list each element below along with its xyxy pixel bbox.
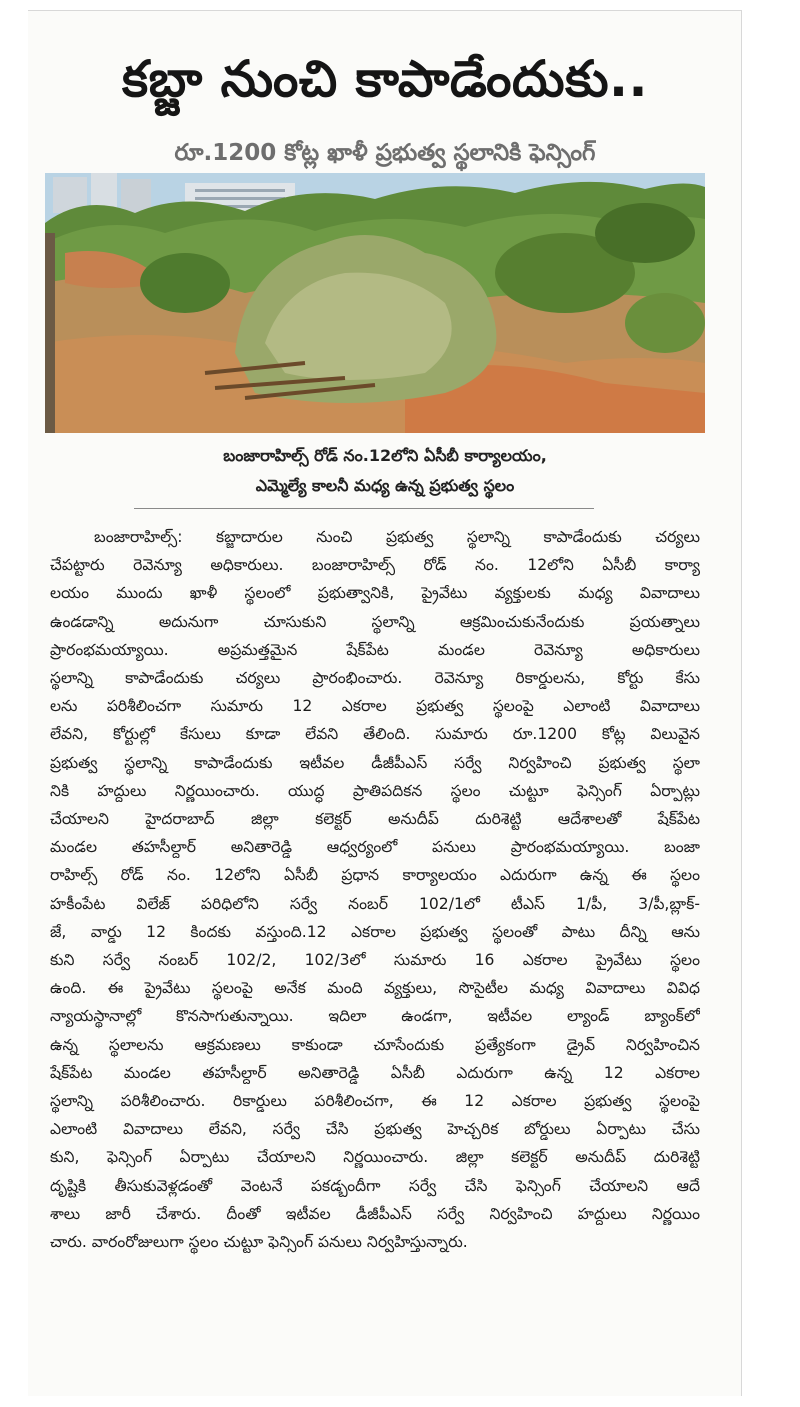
article-line: కుని, ఫెన్సింగ్ ఏర్పాటు చేయాలని నిర్ణయించారు. జిల్లా కలెక్టర్ అనుదీప్ దురిశెట్టి (50, 1148, 700, 1167)
article-line: శాలు జారీ చేశారు. దీంతో ఇటీవల డీజీపీఎస్ సర్వే నిర్వహించి హద్దులు నిర్ణయిం (50, 1204, 700, 1223)
article-line: ప్రభుత్వ స్థలాన్ని కాపాడేందుకు ఇటీవల డీజీపీఎస్ సర్వే నిర్వహించి ప్రభుత్వ స్థలా (50, 753, 700, 772)
caption-line: ఎమ్మెల్యే కాలనీ మధ్య ఉన్న ప్రభుత్వ స్థలం (255, 476, 515, 495)
article-line: లను పరిశీలించగా సుమారు 12 ఎకరాల ప్రభుత్వ స్థలంపై ఎలాంటి వివాదాలు (50, 697, 700, 716)
article-line: నికి హద్దులు నిర్ణయించారు. యుద్ధ ప్రాతిపదికన స్థలం చుట్టూ ఫెన్సింగ్ ఏర్పాట్లు (50, 781, 700, 800)
article-line: న్యాయస్థానాల్లో కొనసాగుతున్నాయి. ఇదిలా ఉండగా, ఇటీవల ల్యాండ్ బ్యాంక్‌లో (50, 1007, 700, 1026)
article-line: బంజారాహిల్స్: కబ్జాదారుల నుంచి ప్రభుత్వ స్థలాన్ని కాపాడేందుకు చర్యలు (94, 528, 700, 546)
article-line: ఉంది. ఈ ప్రైవేటు స్థలంపై అనేక మంది వ్యక్తులు, సొసైటీల మధ్య వివాదాలు వివిధ (50, 979, 700, 998)
article-line: స్థలాన్ని కాపాడేందుకు చర్యలు ప్రారంభించారు. రెవెన్యూ రికార్డులను, కోర్టు కేసు (50, 669, 700, 688)
article-line: మండల తహసీల్దార్ అనితారెడ్డి ఆధ్వర్యంలో పనులు ప్రారంభమయ్యాయి. బంజా (50, 838, 700, 857)
article-line: లయం ముందు ఖాళీ స్థలంలో ప్రభుత్వానికి, ప్రైవేటు వ్యక్తులకు మధ్య వివాదాలు (50, 584, 700, 603)
article-line: షేక్‌పేట మండల తహసీల్దార్ అనితారెడ్డి ఏసీబీ ఎదురుగా ఉన్న 12 ఎకరాల (50, 1063, 700, 1082)
article-line: హకీంపేట విలేజ్ పరిధిలోని సర్వే నంబర్ 102/1లో టీఎస్ 1/పీ, 3/పీ,బ్లాక్- (50, 894, 700, 913)
article-line: ఉండడాన్ని అదునుగా చూసుకుని స్థలాన్ని ఆక్రమించుకునేందుకు ప్రయత్నాలు (50, 612, 700, 631)
article-line: ప్రారంభమయ్యాయి. అప్రమత్తమైన షేక్‌పేట మండల రెవెన్యూ అధికారులు (50, 640, 700, 659)
article-line: కుని సర్వే నంబర్ 102/2, 102/3లో సుమారు 16 ఎకరాల ప్రైవేటు స్థలం (50, 951, 700, 970)
article-line: స్థలాన్ని పరిశీలించారు. రికార్డులు పరిశీలించగా, ఈ 12 ఎకరాల ప్రభుత్వ స్థలంపై (50, 1092, 700, 1111)
pole-shape (45, 233, 55, 433)
caption-divider (134, 508, 594, 509)
article-line: ఉన్న స్థలాలను ఆక్రమణలు కాకుండా చూసేందుకు ప్రత్యేకంగా డ్రైవ్ నిర్వహించిన (50, 1035, 700, 1054)
subheadline: రూ.1200 కోట్ల ఖాళీ ప్రభుత్వ స్థలానికి ఫెన్సింగ్ (174, 140, 596, 166)
photo-caption (28, 441, 742, 501)
article-line: రాహిల్స్ రోడ్ నం. 12లోని ఏసీబీ ప్రధాన కార్యాలయం ఎదురుగా ఉన్న ఈ స్థలం (50, 866, 700, 885)
news-photo (45, 173, 705, 433)
article-line: లేవని, కోర్టుల్లో కేసులు కూడా లేవని తేలింది. సుమారు రూ.1200 కోట్ల విలువైన (50, 725, 700, 744)
article-line: చేపట్టారు రెవెన్యూ అధికారులు. బంజారాహిల్స్ రోడ్ నం. 12లోని ఏసీబీ కార్యా (50, 556, 700, 575)
caption-line: బంజారాహిల్స్ రోడ్ నం.12లోని ఏసీబీ కార్యాలయం, (223, 446, 547, 465)
article-line: జే, వార్డు 12 కిందకు వస్తుంది.12 ఎకరాల ప్రభుత్వ స్థలంతో పాటు దీన్ని ఆను (50, 922, 700, 941)
article-line: ఎలాంటి వివాదాలు లేవని, సర్వే చేసి ప్రభుత్వ హెచ్చరిక బోర్డులు ఏర్పాటు చేసు (50, 1120, 700, 1139)
article-line: చారు. వారంరోజులుగా స్థలం చుట్టూ ఫెన్సింగ్ పనులు నిర్వహిస్తున్నారు. (50, 1233, 468, 1252)
article-line: దృష్టికి తీసుకువెళ్లడంతో వెంటనే పకడ్బందీగా సర్వే చేసి ఫెన్సింగ్ చేయాలని ఆదే (50, 1176, 700, 1195)
newspaper-clipping (28, 10, 742, 1396)
headline: కబ్జా నుంచి కాపాడేందుకు.. (121, 50, 648, 108)
article-line: చేయాలని హైదరాబాద్ జిల్లా కలెక్టర్ అనుదీప్ దురిశెట్టి ఆదేశాలతో షేక్‌పేట (50, 810, 700, 829)
article-body (50, 523, 700, 1256)
